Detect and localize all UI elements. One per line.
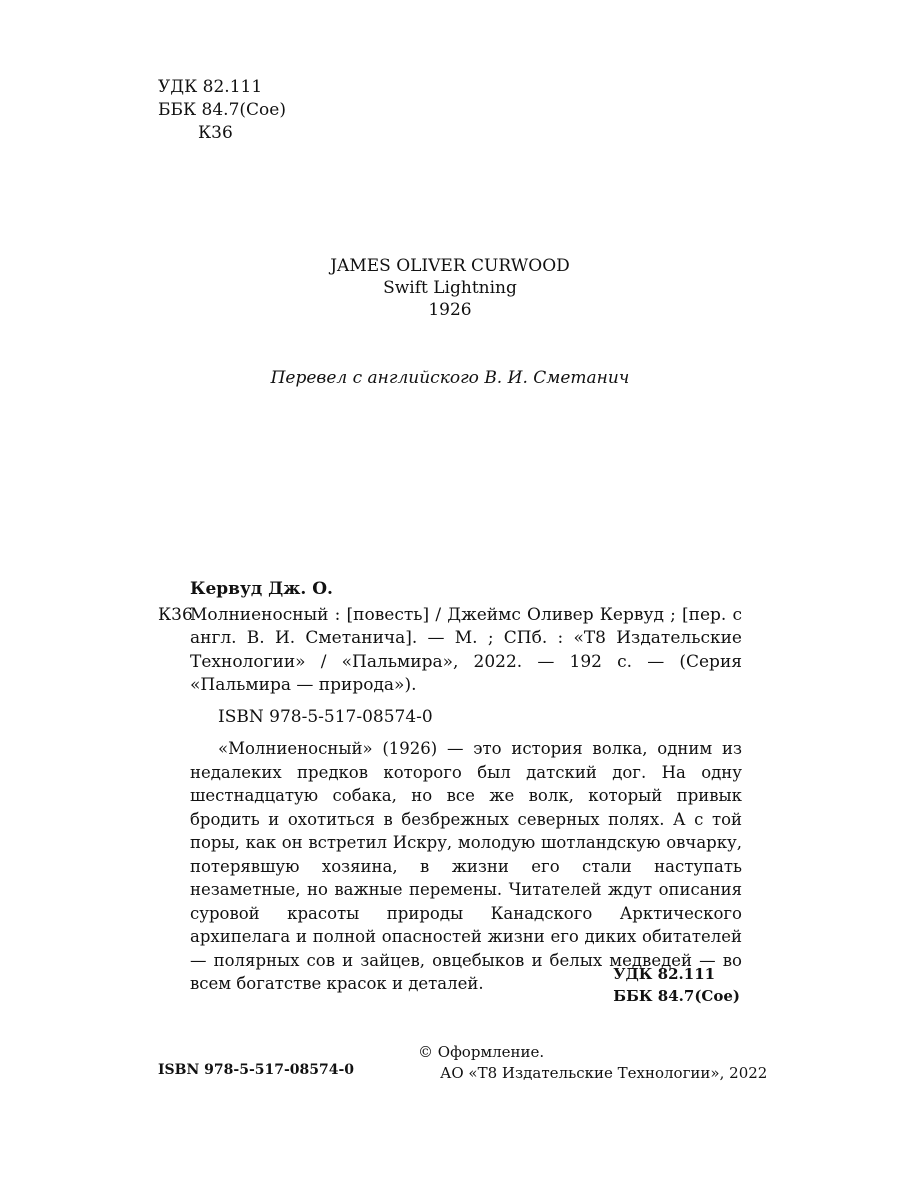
original-year: 1926 bbox=[428, 300, 472, 320]
footer-isbn: ISBN 978-5-517-08574-0 bbox=[158, 1062, 355, 1078]
original-title: Swift Lightning bbox=[383, 278, 517, 298]
classification-codes-bottom bbox=[613, 963, 740, 1007]
biblio-isbn: ISBN 978-5-517-08574-0 bbox=[218, 706, 433, 727]
biblio-entry bbox=[158, 604, 742, 698]
original-author: JAMES OLIVER CURWOOD bbox=[330, 256, 570, 276]
translator-credit: Перевел с английского В. И. Сметанич bbox=[270, 368, 630, 388]
author-mark: К36 bbox=[198, 123, 233, 143]
bbk-code-bottom: ББК 84.7(Сое) bbox=[613, 987, 740, 1005]
copyright-line-1: © Оформление. bbox=[418, 1043, 545, 1061]
udk-code-bottom: УДК 82.111 bbox=[613, 965, 716, 983]
original-edition-info bbox=[0, 255, 900, 321]
copyright-line-2: АО «Т8 Издательские Технологии», 2022 bbox=[440, 1064, 768, 1082]
bibliographic-record bbox=[158, 578, 742, 996]
udk-code: УДК 82.111 bbox=[158, 77, 263, 97]
classification-codes-top bbox=[158, 76, 286, 145]
bbk-code: ББК 84.7(Сое) bbox=[158, 100, 286, 120]
copyright-notice bbox=[418, 1042, 767, 1084]
biblio-author-mark: К36 bbox=[158, 604, 193, 625]
biblio-author: Кервуд Дж. О. bbox=[190, 579, 333, 599]
book-annotation: «Молниеносный» (1926) — это история волка, одним из недалеких предков которого был датский дог. На одну шестнадцатую собака, но все же волк, который привык бродить и охотиться в безбрежных северных полях. А с той поры, как он встретил Искру, молодую шотландскую овчарку, потерявшую хозяина, в жизни его стали наступать незаметные, но важные перемены. Читателей ждут описания суровой красоты природы Канадского Арктического архипелага и полной опасностей жизни его диких обитателей — полярных сов и зайцев, овцебыков и белых медведей — во всем богатстве красок и деталей. bbox=[190, 739, 742, 993]
biblio-description: Молниеносный : [повесть] / Джеймс Оливер Кервуд ; [пер. с англ. В. И. Сметанича]. — М. ; СПб. : «Т8 Издательские Технологии» / «Пальмира», 2022. — 192 с. — (Серия «Пальмира — природа»). bbox=[190, 604, 742, 695]
